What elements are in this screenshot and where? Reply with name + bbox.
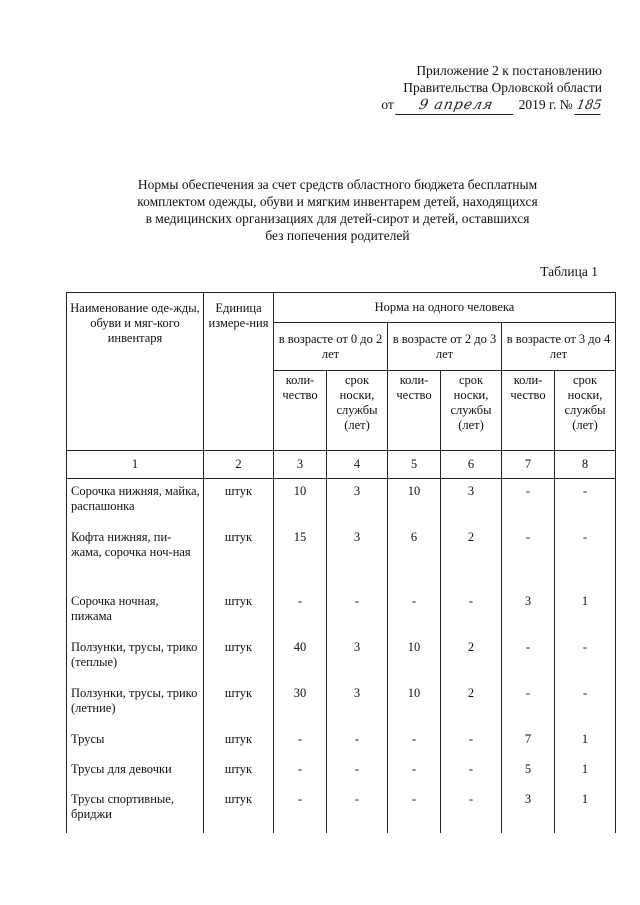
- title-line: в медицинских организациях для детей-сирот и детей, оставшихся: [145, 211, 530, 226]
- cell-value: 40: [274, 635, 327, 681]
- from-label: от: [381, 97, 394, 112]
- cell-value: 3: [327, 525, 388, 589]
- item-unit: штук: [204, 787, 274, 833]
- cell-value: -: [327, 787, 388, 833]
- cell-value: -: [274, 589, 327, 635]
- column-number: 1: [67, 451, 204, 479]
- appendix-header: [362, 62, 602, 115]
- cell-value: 2: [441, 525, 502, 589]
- item-name: Сорочка ночная, пижама: [67, 589, 204, 635]
- header-term: срок носки, службы (лет): [327, 371, 388, 451]
- header-term: срок носки, службы (лет): [555, 371, 616, 451]
- cell-value: -: [327, 757, 388, 787]
- title-line: комплектом одежды, обуви и мягким инвентарем детей, находящихся: [137, 194, 538, 209]
- cell-value: 30: [274, 681, 327, 727]
- document-title: [90, 176, 585, 244]
- cell-value: -: [388, 787, 441, 833]
- cell-value: 3: [327, 635, 388, 681]
- item-unit: штук: [204, 525, 274, 589]
- appendix-date-line: [362, 96, 602, 115]
- column-number: 3: [274, 451, 327, 479]
- column-number: 6: [441, 451, 502, 479]
- cell-value: -: [274, 787, 327, 833]
- item-name: Трусы спортивные, бриджи: [67, 787, 204, 833]
- header-qty: коли-чество: [502, 371, 555, 451]
- cell-value: -: [441, 787, 502, 833]
- header-qty: коли-чество: [274, 371, 327, 451]
- column-number: 4: [327, 451, 388, 479]
- cell-value: -: [441, 757, 502, 787]
- cell-value: 3: [502, 589, 555, 635]
- cell-value: -: [274, 727, 327, 757]
- column-number: 8: [555, 451, 616, 479]
- cell-value: -: [555, 525, 616, 589]
- cell-value: 10: [388, 635, 441, 681]
- item-unit: штук: [204, 589, 274, 635]
- cell-value: 10: [274, 479, 327, 525]
- year-label: 2019 г. №: [518, 97, 573, 112]
- cell-value: -: [502, 681, 555, 727]
- cell-value: -: [441, 727, 502, 757]
- cell-value: -: [327, 727, 388, 757]
- item-name: Кофта нижняя, пи-жама, сорочка ноч-ная: [67, 525, 204, 589]
- handwritten-number: 185: [575, 98, 603, 113]
- item-unit: штук: [204, 757, 274, 787]
- appendix-line-1: Приложение 2 к постановлению: [416, 63, 602, 78]
- cell-value: -: [502, 635, 555, 681]
- cell-value: -: [555, 681, 616, 727]
- header-term: срок носки, службы (лет): [441, 371, 502, 451]
- cell-value: 3: [327, 479, 388, 525]
- table-label: Таблица 1: [540, 264, 598, 279]
- item-name: Ползунки, трусы, трико (летние): [67, 681, 204, 727]
- column-number: 5: [388, 451, 441, 479]
- cell-value: 3: [441, 479, 502, 525]
- cell-value: -: [388, 589, 441, 635]
- cell-value: -: [274, 757, 327, 787]
- item-name: Сорочка нижняя, майка, распашонка: [67, 479, 204, 525]
- cell-value: 3: [502, 787, 555, 833]
- cell-value: 1: [555, 727, 616, 757]
- item-name: Трусы: [67, 727, 204, 757]
- cell-value: 1: [555, 589, 616, 635]
- cell-value: 1: [555, 757, 616, 787]
- item-name: Трусы для девочки: [67, 757, 204, 787]
- header-unit: Единица измере-ния: [204, 293, 274, 451]
- cell-value: 2: [441, 681, 502, 727]
- cell-value: 6: [388, 525, 441, 589]
- item-name: Ползунки, трусы, трико (теплые): [67, 635, 204, 681]
- title-line: Нормы обеспечения за счет средств областного бюджета бесплатным: [137, 177, 538, 192]
- header-norm: Норма на одного человека: [274, 293, 616, 323]
- cell-value: 10: [388, 479, 441, 525]
- norms-table: [66, 292, 616, 833]
- cell-value: -: [327, 589, 388, 635]
- header-age-3-4: в возрасте от 3 до 4 лет: [502, 323, 616, 371]
- cell-value: 1: [555, 787, 616, 833]
- handwritten-date: 9 апреля: [395, 97, 517, 115]
- cell-value: 2: [441, 635, 502, 681]
- cell-value: 5: [502, 757, 555, 787]
- appendix-line-2: Правительства Орловской области: [403, 80, 602, 95]
- cell-value: -: [555, 635, 616, 681]
- cell-value: -: [502, 479, 555, 525]
- cell-value: -: [388, 757, 441, 787]
- item-unit: штук: [204, 681, 274, 727]
- column-number: 7: [502, 451, 555, 479]
- cell-value: 7: [502, 727, 555, 757]
- cell-value: -: [441, 589, 502, 635]
- item-unit: штук: [204, 635, 274, 681]
- header-age-2-3: в возрасте от 2 до 3 лет: [388, 323, 502, 371]
- cell-value: 10: [388, 681, 441, 727]
- cell-value: -: [555, 479, 616, 525]
- item-unit: штук: [204, 479, 274, 525]
- item-unit: штук: [204, 727, 274, 757]
- column-number: 2: [204, 451, 274, 479]
- cell-value: -: [502, 525, 555, 589]
- header-age-0-2: в возрасте от 0 до 2 лет: [274, 323, 388, 371]
- cell-value: 15: [274, 525, 327, 589]
- cell-value: 3: [327, 681, 388, 727]
- cell-value: -: [388, 727, 441, 757]
- header-name: Наименование оде-жды, обуви и мяг-кого инвентаря: [67, 293, 204, 451]
- header-qty: коли-чество: [388, 371, 441, 451]
- title-line: без попечения родителей: [265, 228, 410, 243]
